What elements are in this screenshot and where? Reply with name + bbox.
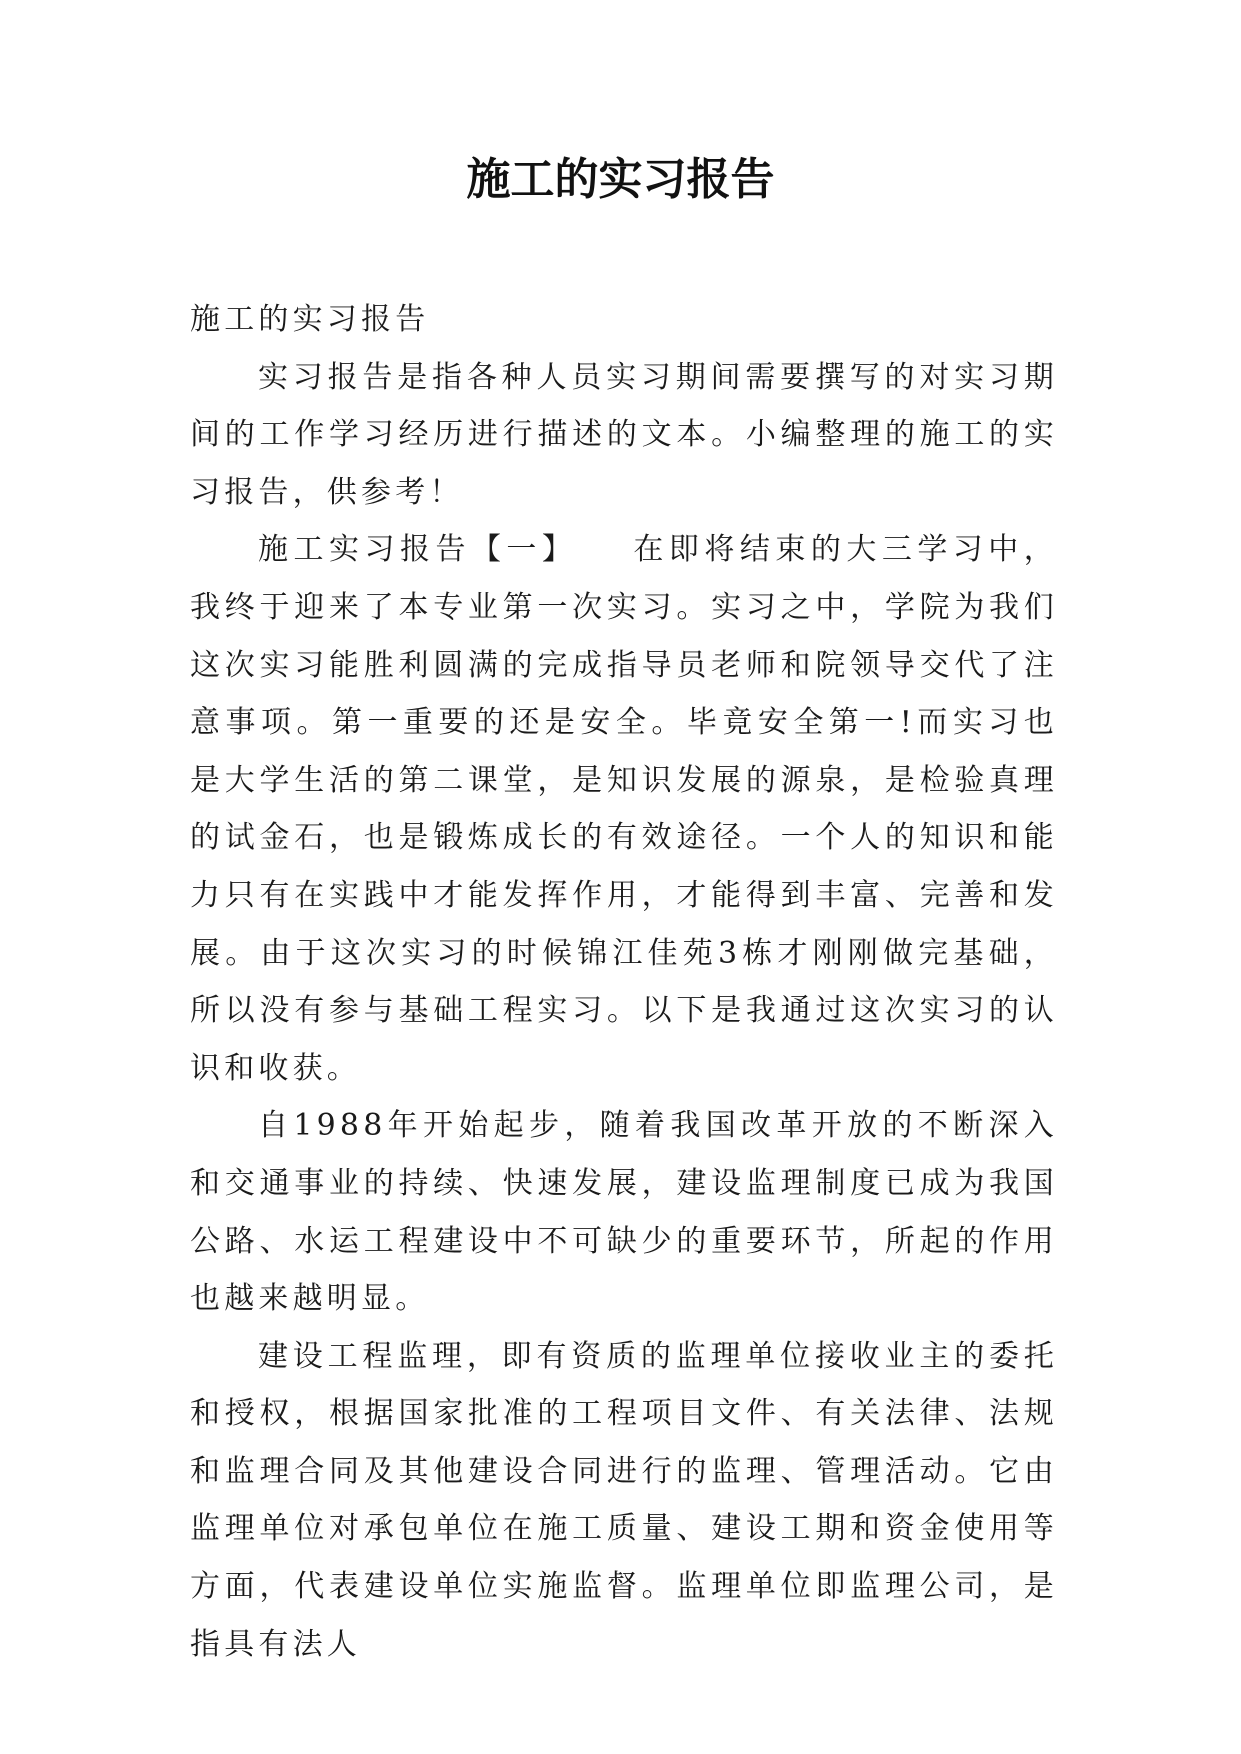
- paragraph-report-one: 施工实习报告【一】 在即将结束的大三学习中，我终于迎来了本专业第一次实习。实习之中，学院为我们这次实习能胜利圆满的完成指导员老师和院领导交代了注意事项。第一重要的还是安全。毕竟安全第一!而实习也是大学生活的第二课堂，是知识发展的源泉，是检验真理的试金石，也是锻炼成长的有效途径。一个人的知识和能力只有在实践中才能发挥作用，才能得到丰富、完善和发展。由于这次实习的时候锦江佳苑3栋才刚刚做完基础，所以没有参与基础工程实习。以下是我通过这次实习的认识和收获。: [190, 532, 1058, 1086]
- document-title: 施工的实习报告: [466, 154, 775, 205]
- paragraph-supervision-definition: 建设工程监理，即有资质的监理单位接收业主的委托和授权，根据国家批准的工程项目文件、有关法律、法规和监理合同及其他建设合同进行的监理、管理活动。它由监理单位对承包单位在施工质量、建设工期和资金使用等方面，代表建设单位实施监督。监理单位即监理公司，是指具有法人: [190, 1338, 1058, 1662]
- document-body: [190, 291, 1058, 1673]
- paragraph-subtitle: 施工的实习报告: [190, 302, 430, 337]
- paragraph-supervision-history: 自1988年开始起步，随着我国改革开放的不断深入和交通事业的持续、快速发展，建设监理制度已成为我国公路、水运工程建设中不可缺少的重要环节，所起的作用也越来越明显。: [190, 1108, 1058, 1317]
- paragraph-intro: 实习报告是指各种人员实习期间需要撰写的对实习期间的工作学习经历进行描述的文本。小编整理的施工的实习报告，供参考！: [190, 359, 1058, 510]
